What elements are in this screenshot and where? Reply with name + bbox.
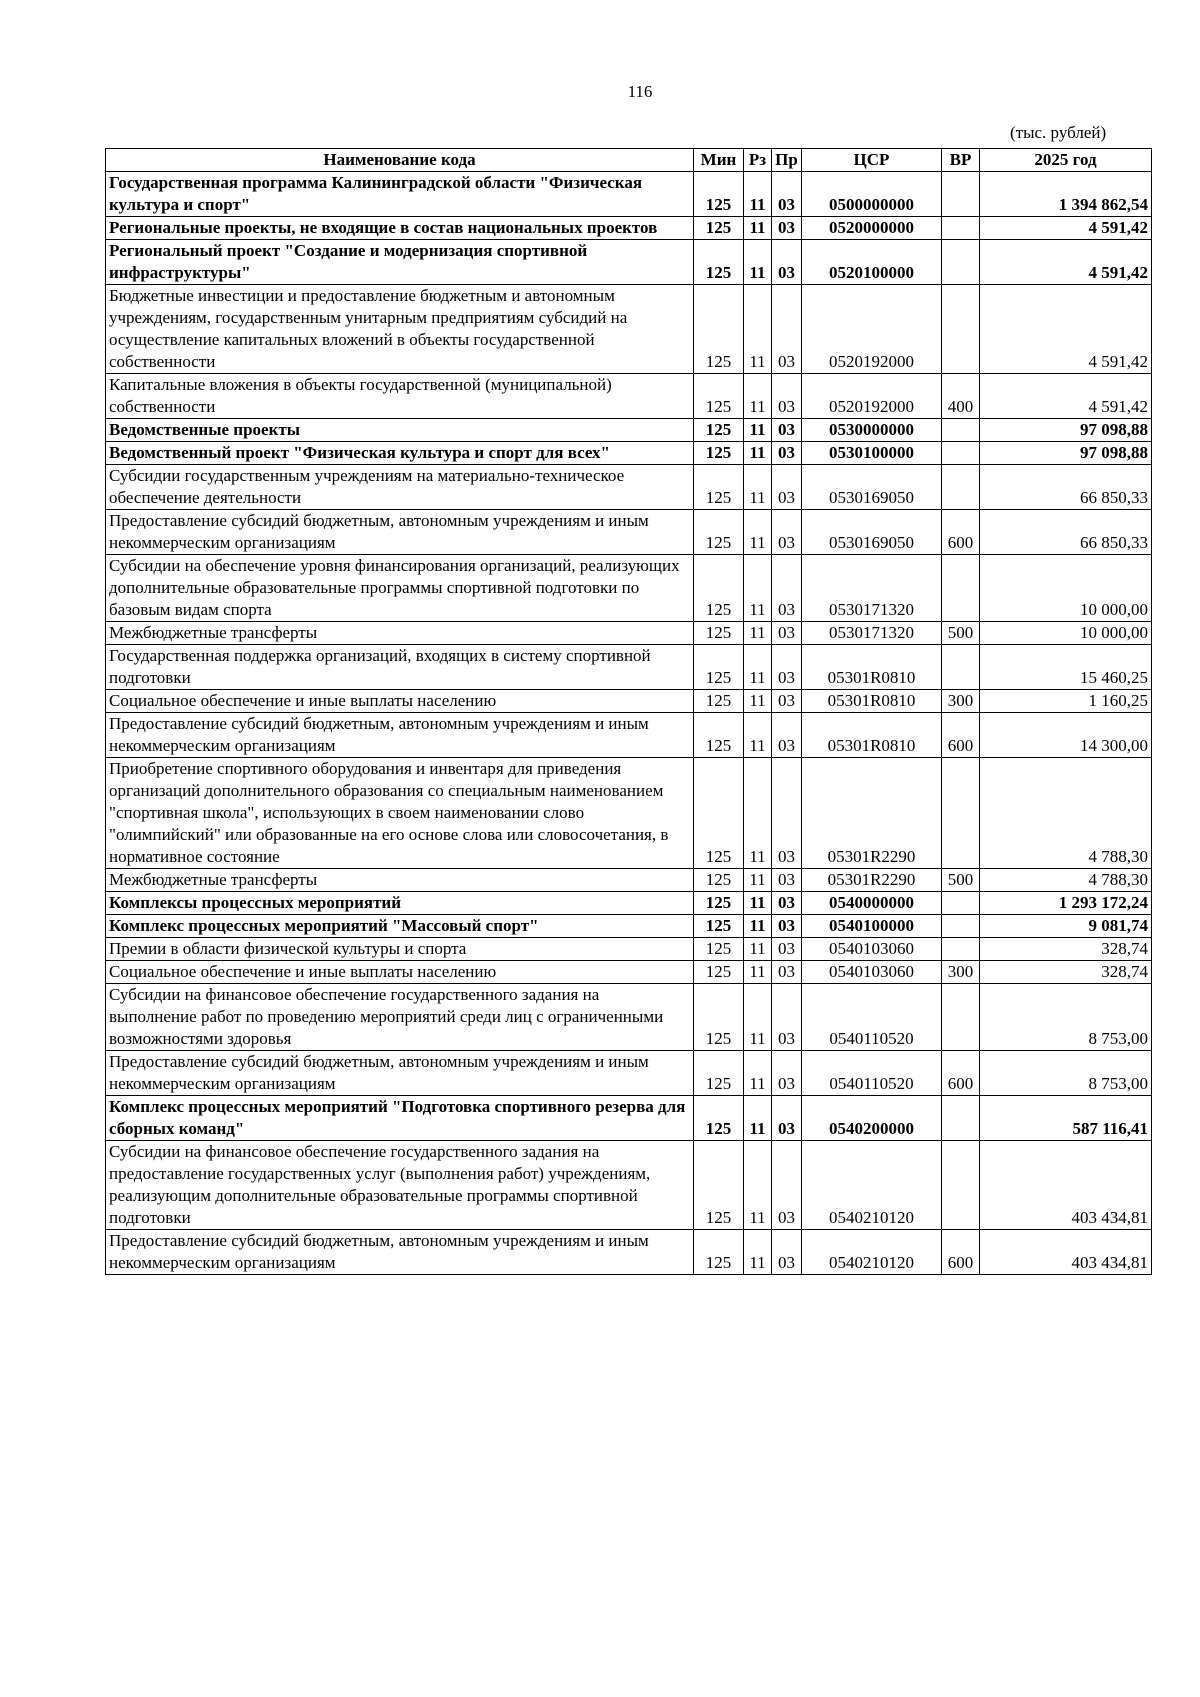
- cell-rz: 11: [744, 1141, 772, 1230]
- cell-name: Межбюджетные трансферты: [106, 622, 694, 645]
- cell-min: 125: [694, 713, 744, 758]
- cell-name: Социальное обеспечение и иные выплаты населению: [106, 961, 694, 984]
- cell-vr: 600: [942, 510, 980, 555]
- cell-min: 125: [694, 442, 744, 465]
- cell-sum: 4 591,42: [980, 240, 1152, 285]
- cell-min: 125: [694, 419, 744, 442]
- table-row: [106, 419, 1152, 442]
- cell-min: 125: [694, 465, 744, 510]
- cell-min: 125: [694, 510, 744, 555]
- cell-name: Региональный проект "Создание и модернизация спортивной инфраструктуры": [106, 240, 694, 285]
- table-row: [106, 892, 1152, 915]
- cell-pr: 03: [772, 1051, 802, 1096]
- cell-sum: 97 098,88: [980, 419, 1152, 442]
- cell-sum: 328,74: [980, 961, 1152, 984]
- units-note: (тыс. рублей): [1010, 123, 1107, 142]
- table-row: [106, 1141, 1152, 1230]
- cell-pr: 03: [772, 285, 802, 374]
- cell-min: 125: [694, 172, 744, 217]
- header-csr: ЦСР: [802, 149, 942, 172]
- cell-vr: [942, 1096, 980, 1141]
- cell-csr: 05301R2290: [802, 869, 942, 892]
- cell-vr: [942, 984, 980, 1051]
- table-row: [106, 758, 1152, 869]
- cell-name: Предоставление субсидий бюджетным, автономным учреждениям и иным некоммерческим организациям: [106, 510, 694, 555]
- cell-csr: 05301R0810: [802, 645, 942, 690]
- cell-name: Межбюджетные трансферты: [106, 869, 694, 892]
- cell-pr: 03: [772, 622, 802, 645]
- cell-rz: 11: [744, 869, 772, 892]
- cell-sum: 97 098,88: [980, 442, 1152, 465]
- cell-sum: 10 000,00: [980, 622, 1152, 645]
- cell-csr: 0540200000: [802, 1096, 942, 1141]
- cell-rz: 11: [744, 1051, 772, 1096]
- table-row: [106, 285, 1152, 374]
- cell-name: Субсидии на обеспечение уровня финансирования организаций, реализующих дополнительные образовательные программы спортивной подготовки по базовым видам спорта: [106, 555, 694, 622]
- cell-name: Государственная поддержка организаций, входящих в систему спортивной подготовки: [106, 645, 694, 690]
- cell-pr: 03: [772, 869, 802, 892]
- cell-csr: 0530000000: [802, 419, 942, 442]
- cell-name: Комплексы процессных мероприятий: [106, 892, 694, 915]
- cell-pr: 03: [772, 690, 802, 713]
- header-rz: Рз: [744, 149, 772, 172]
- cell-sum: 403 434,81: [980, 1141, 1152, 1230]
- cell-sum: 4 788,30: [980, 869, 1152, 892]
- cell-name: Капитальные вложения в объекты государственной (муниципальной) собственности: [106, 374, 694, 419]
- cell-vr: [942, 419, 980, 442]
- cell-name: Премии в области физической культуры и спорта: [106, 938, 694, 961]
- cell-pr: 03: [772, 645, 802, 690]
- cell-rz: 11: [744, 419, 772, 442]
- cell-sum: 9 081,74: [980, 915, 1152, 938]
- cell-name: Государственная программа Калининградской области "Физическая культура и спорт": [106, 172, 694, 217]
- cell-name: Приобретение спортивного оборудования и инвентаря для приведения организаций дополнительного образования со специальным наименованием "спортивная школа", использующих в своем наименовании слово "олимпийский" или образованные на его основе слова или словосочетания, в нормативное состояние: [106, 758, 694, 869]
- table-row: [106, 915, 1152, 938]
- cell-csr: 0520192000: [802, 285, 942, 374]
- cell-vr: [942, 1141, 980, 1230]
- cell-sum: 4 591,42: [980, 285, 1152, 374]
- cell-rz: 11: [744, 374, 772, 419]
- cell-rz: 11: [744, 285, 772, 374]
- cell-vr: 600: [942, 1051, 980, 1096]
- table-row: [106, 1051, 1152, 1096]
- cell-rz: 11: [744, 240, 772, 285]
- cell-min: 125: [694, 869, 744, 892]
- table-row: [106, 938, 1152, 961]
- cell-sum: 4 591,42: [980, 217, 1152, 240]
- cell-min: 125: [694, 961, 744, 984]
- cell-vr: 600: [942, 713, 980, 758]
- cell-vr: 500: [942, 622, 980, 645]
- cell-name: Комплекс процессных мероприятий "Подготовка спортивного резерва для сборных команд": [106, 1096, 694, 1141]
- cell-name: Социальное обеспечение и иные выплаты населению: [106, 690, 694, 713]
- header-min: Мин: [694, 149, 744, 172]
- cell-sum: 8 753,00: [980, 1051, 1152, 1096]
- cell-vr: [942, 645, 980, 690]
- cell-rz: 11: [744, 622, 772, 645]
- cell-pr: 03: [772, 510, 802, 555]
- cell-pr: 03: [772, 172, 802, 217]
- cell-rz: 11: [744, 690, 772, 713]
- cell-vr: 400: [942, 374, 980, 419]
- cell-csr: 0520100000: [802, 240, 942, 285]
- cell-rz: 11: [744, 961, 772, 984]
- cell-vr: [942, 217, 980, 240]
- cell-csr: 0530169050: [802, 510, 942, 555]
- cell-min: 125: [694, 645, 744, 690]
- cell-vr: [942, 172, 980, 217]
- cell-pr: 03: [772, 915, 802, 938]
- cell-pr: 03: [772, 419, 802, 442]
- cell-min: 125: [694, 690, 744, 713]
- cell-vr: 300: [942, 961, 980, 984]
- cell-sum: 587 116,41: [980, 1096, 1152, 1141]
- cell-min: 125: [694, 374, 744, 419]
- table-row: [106, 984, 1152, 1051]
- page-number: 116: [627, 82, 653, 101]
- cell-rz: 11: [744, 217, 772, 240]
- cell-csr: 0500000000: [802, 172, 942, 217]
- cell-csr: 0530171320: [802, 555, 942, 622]
- cell-rz: 11: [744, 984, 772, 1051]
- cell-name: Ведомственный проект "Физическая культура и спорт для всех": [106, 442, 694, 465]
- cell-name: Предоставление субсидий бюджетным, автономным учреждениям и иным некоммерческим организациям: [106, 1230, 694, 1275]
- cell-min: 125: [694, 622, 744, 645]
- cell-vr: [942, 938, 980, 961]
- cell-vr: 500: [942, 869, 980, 892]
- table-row: [106, 713, 1152, 758]
- cell-vr: 300: [942, 690, 980, 713]
- cell-csr: 0520000000: [802, 217, 942, 240]
- table-row: [106, 510, 1152, 555]
- cell-sum: 8 753,00: [980, 984, 1152, 1051]
- cell-vr: [942, 892, 980, 915]
- cell-csr: 0540100000: [802, 915, 942, 938]
- cell-pr: 03: [772, 892, 802, 915]
- cell-rz: 11: [744, 915, 772, 938]
- cell-rz: 11: [744, 713, 772, 758]
- cell-vr: [942, 285, 980, 374]
- table-row: [106, 442, 1152, 465]
- header-year: 2025 год: [980, 149, 1152, 172]
- cell-min: 125: [694, 1230, 744, 1275]
- cell-pr: 03: [772, 442, 802, 465]
- cell-csr: 0540103060: [802, 961, 942, 984]
- cell-min: 125: [694, 758, 744, 869]
- cell-min: 125: [694, 217, 744, 240]
- cell-csr: 0540103060: [802, 938, 942, 961]
- cell-rz: 11: [744, 172, 772, 217]
- cell-name: Субсидии на финансовое обеспечение государственного задания на выполнение работ по проведению мероприятий среди лиц с ограниченными возможностями здоровья: [106, 984, 694, 1051]
- cell-sum: 14 300,00: [980, 713, 1152, 758]
- cell-min: 125: [694, 240, 744, 285]
- cell-vr: [942, 442, 980, 465]
- table-row: [106, 1230, 1152, 1275]
- cell-name: Предоставление субсидий бюджетным, автономным учреждениям и иным некоммерческим организациям: [106, 1051, 694, 1096]
- cell-name: Субсидии на финансовое обеспечение государственного задания на предоставление государственных услуг (выполнения работ) учреждениям, реализующим дополнительные образовательные программы спортивной подготовки: [106, 1141, 694, 1230]
- table-row: [106, 645, 1152, 690]
- cell-pr: 03: [772, 938, 802, 961]
- cell-csr: 0530100000: [802, 442, 942, 465]
- cell-sum: 66 850,33: [980, 510, 1152, 555]
- cell-name: Ведомственные проекты: [106, 419, 694, 442]
- cell-pr: 03: [772, 1230, 802, 1275]
- cell-sum: 15 460,25: [980, 645, 1152, 690]
- cell-rz: 11: [744, 938, 772, 961]
- header-name: Наименование кода: [106, 149, 694, 172]
- cell-csr: 0530171320: [802, 622, 942, 645]
- cell-sum: 1 160,25: [980, 690, 1152, 713]
- cell-csr: 0540110520: [802, 1051, 942, 1096]
- cell-vr: [942, 915, 980, 938]
- table-row: [106, 217, 1152, 240]
- cell-sum: 10 000,00: [980, 555, 1152, 622]
- cell-rz: 11: [744, 892, 772, 915]
- cell-min: 125: [694, 892, 744, 915]
- cell-rz: 11: [744, 758, 772, 869]
- cell-csr: 0540210120: [802, 1230, 942, 1275]
- cell-vr: 600: [942, 1230, 980, 1275]
- cell-csr: 0520192000: [802, 374, 942, 419]
- cell-name: Предоставление субсидий бюджетным, автономным учреждениям и иным некоммерческим организациям: [106, 713, 694, 758]
- cell-csr: 0540000000: [802, 892, 942, 915]
- table-row: [106, 961, 1152, 984]
- cell-name: Субсидии государственным учреждениям на материально-техническое обеспечение деятельности: [106, 465, 694, 510]
- cell-vr: [942, 465, 980, 510]
- cell-sum: 328,74: [980, 938, 1152, 961]
- table-row: [106, 555, 1152, 622]
- cell-rz: 11: [744, 442, 772, 465]
- cell-rz: 11: [744, 1096, 772, 1141]
- cell-csr: 0530169050: [802, 465, 942, 510]
- cell-pr: 03: [772, 961, 802, 984]
- cell-min: 125: [694, 555, 744, 622]
- cell-pr: 03: [772, 555, 802, 622]
- cell-vr: [942, 758, 980, 869]
- cell-min: 125: [694, 285, 744, 374]
- cell-rz: 11: [744, 510, 772, 555]
- table-row: [106, 374, 1152, 419]
- cell-name: Региональные проекты, не входящие в состав национальных проектов: [106, 217, 694, 240]
- cell-sum: 4 591,42: [980, 374, 1152, 419]
- table-row: [106, 240, 1152, 285]
- cell-min: 125: [694, 1096, 744, 1141]
- cell-pr: 03: [772, 984, 802, 1051]
- cell-sum: 66 850,33: [980, 465, 1152, 510]
- cell-sum: 4 788,30: [980, 758, 1152, 869]
- cell-min: 125: [694, 1051, 744, 1096]
- cell-csr: 05301R0810: [802, 713, 942, 758]
- cell-min: 125: [694, 984, 744, 1051]
- budget-table: [105, 148, 1152, 1275]
- cell-sum: 403 434,81: [980, 1230, 1152, 1275]
- table-row: [106, 1096, 1152, 1141]
- table-row: [106, 172, 1152, 217]
- table-row: [106, 690, 1152, 713]
- header-pr: Пр: [772, 149, 802, 172]
- table-row: [106, 465, 1152, 510]
- cell-sum: 1 293 172,24: [980, 892, 1152, 915]
- cell-min: 125: [694, 1141, 744, 1230]
- cell-pr: 03: [772, 240, 802, 285]
- cell-pr: 03: [772, 465, 802, 510]
- cell-csr: 05301R2290: [802, 758, 942, 869]
- cell-name: Бюджетные инвестиции и предоставление бюджетным и автономным учреждениям, государственным унитарным предприятиям субсидий на осуществление капитальных вложений в объекты государственной собственности: [106, 285, 694, 374]
- table-row: [106, 869, 1152, 892]
- cell-csr: 05301R0810: [802, 690, 942, 713]
- cell-pr: 03: [772, 758, 802, 869]
- header-vr: ВР: [942, 149, 980, 172]
- cell-rz: 11: [744, 1230, 772, 1275]
- cell-min: 125: [694, 915, 744, 938]
- table-row: [106, 622, 1152, 645]
- cell-vr: [942, 240, 980, 285]
- table-header-row: [106, 149, 1152, 172]
- cell-rz: 11: [744, 465, 772, 510]
- cell-pr: 03: [772, 374, 802, 419]
- cell-csr: 0540110520: [802, 984, 942, 1051]
- cell-pr: 03: [772, 1141, 802, 1230]
- cell-pr: 03: [772, 217, 802, 240]
- cell-name: Комплекс процессных мероприятий "Массовый спорт": [106, 915, 694, 938]
- cell-rz: 11: [744, 645, 772, 690]
- cell-pr: 03: [772, 1096, 802, 1141]
- cell-vr: [942, 555, 980, 622]
- cell-sum: 1 394 862,54: [980, 172, 1152, 217]
- cell-pr: 03: [772, 713, 802, 758]
- cell-csr: 0540210120: [802, 1141, 942, 1230]
- cell-min: 125: [694, 938, 744, 961]
- cell-rz: 11: [744, 555, 772, 622]
